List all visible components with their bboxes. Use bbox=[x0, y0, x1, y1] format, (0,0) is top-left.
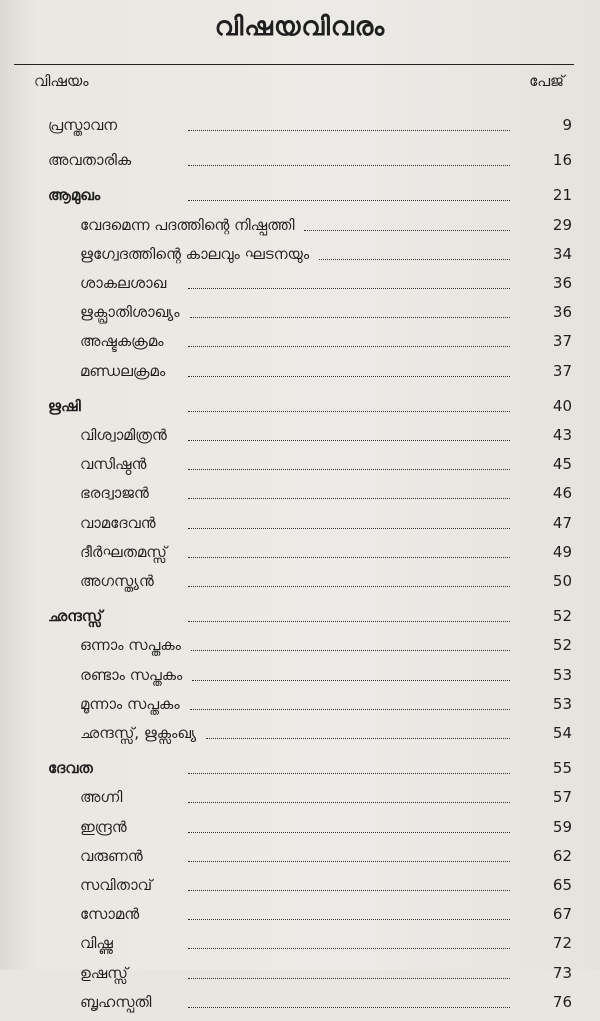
leader-dots bbox=[188, 832, 510, 833]
leader-dots bbox=[188, 586, 510, 587]
toc-page-number: 67 bbox=[552, 905, 572, 924]
toc-row bbox=[0, 905, 600, 933]
leader-dots bbox=[188, 919, 510, 920]
toc-entry-label: അഷ്ടകക്രമം bbox=[80, 332, 164, 351]
page-title: വിഷയവിവരം bbox=[214, 12, 386, 42]
leader-dots bbox=[188, 200, 510, 201]
toc-page-number: 50 bbox=[552, 572, 572, 590]
toc-page-number: 59 bbox=[552, 817, 572, 836]
toc-page-number: 45 bbox=[552, 455, 572, 474]
toc-entry-label: വരുണൻ bbox=[80, 846, 143, 865]
toc-entry-label: സവിതാവ് bbox=[80, 876, 153, 894]
leader-dots bbox=[188, 528, 510, 529]
toc-row bbox=[0, 332, 600, 360]
toc-entry-label: ഛന്ദസ്സ്, ഋക്സംഖ്യ bbox=[80, 724, 197, 742]
leader-dots bbox=[188, 498, 510, 499]
toc-page-number: 16 bbox=[552, 151, 572, 170]
toc-page-number: 52 bbox=[552, 636, 572, 655]
toc-page-number: 37 bbox=[552, 332, 572, 351]
leader-dots bbox=[188, 130, 510, 131]
toc-entry-label: ഉഷസ്സ് bbox=[80, 963, 128, 982]
toc-row bbox=[0, 788, 600, 816]
toc-entry-label: വസിഷ്ഠൻ bbox=[80, 455, 147, 474]
toc-row bbox=[0, 818, 600, 846]
toc-page-number: 36 bbox=[552, 303, 572, 322]
toc-entry-label: അഗ്നി bbox=[80, 788, 123, 807]
leader-dots bbox=[188, 557, 510, 558]
toc-page-number: 52 bbox=[552, 607, 572, 626]
toc-row bbox=[0, 724, 600, 752]
leader-dots bbox=[188, 440, 510, 441]
toc-entry-label: വിശ്വാമിത്രൻ bbox=[80, 426, 167, 444]
leader-dots bbox=[188, 948, 510, 949]
toc-page-number: 72 bbox=[552, 934, 572, 953]
toc-row bbox=[0, 186, 600, 214]
toc-entry-label: ദീർഘതമസ്സ് bbox=[80, 542, 167, 561]
leader-dots bbox=[188, 621, 510, 622]
toc-page-number: 29 bbox=[552, 215, 572, 234]
toc-page-number: 53 bbox=[552, 694, 572, 713]
toc-row bbox=[0, 847, 600, 875]
toc-row bbox=[0, 245, 600, 273]
toc-row bbox=[0, 572, 600, 600]
toc-row bbox=[0, 397, 600, 425]
leader-dots bbox=[188, 165, 510, 166]
toc-row bbox=[0, 636, 600, 664]
toc-row bbox=[0, 993, 600, 1021]
leader-dots bbox=[188, 346, 510, 347]
toc-page-number: 9 bbox=[562, 116, 572, 134]
toc-entry-label: ഋക്പ്രാതിശാഖ്യം bbox=[80, 303, 180, 322]
toc-row bbox=[0, 666, 600, 694]
toc-page-number: 55 bbox=[552, 759, 572, 778]
toc-entry-label: അഗസ്ത്യൻ bbox=[80, 572, 154, 590]
toc-entry-label: രണ്ടാം സപ്തകം bbox=[80, 665, 183, 684]
toc-entry-label: പ്രസ്താവന bbox=[48, 116, 118, 134]
toc-row bbox=[0, 607, 600, 635]
toc-entry-label: സോമൻ bbox=[80, 905, 140, 924]
toc-page-number: 37 bbox=[552, 361, 572, 380]
toc-page-number: 36 bbox=[552, 274, 572, 292]
toc-page-number: 73 bbox=[552, 963, 572, 982]
toc-entry-label: മൂന്നാം സപ്തകം bbox=[80, 694, 180, 713]
toc-page-number: 57 bbox=[552, 788, 572, 807]
header-rule bbox=[14, 64, 574, 65]
toc-entry-label: ഭരദ്വാജൻ bbox=[80, 484, 149, 503]
leader-dots bbox=[190, 709, 510, 710]
toc-entry-label: വിഷ്ണു bbox=[80, 934, 113, 953]
leader-dots bbox=[188, 411, 510, 412]
toc-page-number: 47 bbox=[552, 513, 572, 532]
toc-page-number: 40 bbox=[552, 396, 572, 415]
toc-entry-label: ഛന്ദസ്സ് bbox=[48, 607, 103, 626]
toc-entry-label: ദേവത bbox=[48, 759, 93, 778]
toc-row bbox=[0, 274, 600, 302]
leader-dots bbox=[190, 317, 510, 318]
toc-entry-label: വേദമെന്ന പദത്തിന്റെ നിഷ്പത്തി bbox=[80, 215, 295, 234]
toc-entry-label: ഋഷി bbox=[48, 396, 81, 415]
leader-dots bbox=[188, 773, 510, 774]
toc-entry-label: അവതാരിക bbox=[48, 151, 132, 170]
toc-entry-label: വാമദേവൻ bbox=[80, 513, 156, 532]
toc-entry-label: ശാകലശാഖ bbox=[80, 274, 167, 292]
toc-page-number: 65 bbox=[552, 876, 572, 894]
toc-row bbox=[0, 116, 600, 144]
leader-dots bbox=[188, 376, 510, 377]
toc-page-number: 49 bbox=[552, 542, 572, 561]
toc-row bbox=[0, 876, 600, 904]
toc-row bbox=[0, 426, 600, 454]
toc-row bbox=[0, 216, 600, 244]
toc-row bbox=[0, 303, 600, 331]
leader-dots bbox=[206, 738, 510, 739]
leader-dots bbox=[319, 259, 510, 260]
toc-entry-label: മണ്ഡലക്രമം bbox=[80, 361, 166, 380]
toc-row bbox=[0, 484, 600, 512]
toc-entry-label: ഋഗ്വേദത്തിന്റെ കാലവും ഘടനയും bbox=[80, 244, 310, 263]
leader-dots bbox=[188, 861, 510, 862]
toc-row bbox=[0, 934, 600, 962]
toc-entry-label: ബൃഹസ്പതി bbox=[80, 992, 152, 1011]
toc-row bbox=[0, 455, 600, 483]
toc-row bbox=[0, 695, 600, 723]
toc-entry-label: ഇന്ദ്രൻ bbox=[80, 817, 127, 836]
toc-page-number: 76 bbox=[552, 992, 572, 1011]
column-header-topic: വിഷയം bbox=[34, 72, 89, 90]
leader-dots bbox=[188, 978, 510, 979]
toc-row bbox=[0, 151, 600, 179]
leader-dots bbox=[192, 680, 510, 681]
toc-page-number: 54 bbox=[552, 724, 572, 742]
toc-page-number: 43 bbox=[552, 426, 572, 444]
leader-dots bbox=[188, 802, 510, 803]
toc-row bbox=[0, 964, 600, 992]
toc-row bbox=[0, 543, 600, 571]
leader-dots bbox=[188, 288, 510, 289]
toc-row bbox=[0, 514, 600, 542]
leader-dots bbox=[188, 469, 510, 470]
toc-entry-label: ഒന്നാം സപ്തകം bbox=[80, 636, 181, 655]
toc-page-number: 21 bbox=[552, 186, 572, 205]
leader-dots bbox=[188, 890, 510, 891]
toc-row bbox=[0, 362, 600, 390]
leader-dots bbox=[304, 230, 510, 231]
column-header-page: പേജ് bbox=[529, 72, 564, 90]
toc-page-number: 46 bbox=[552, 484, 572, 503]
toc-page-number: 34 bbox=[552, 244, 572, 263]
toc-page-number: 62 bbox=[552, 846, 572, 865]
leader-dots bbox=[191, 650, 510, 651]
leader-dots bbox=[188, 1007, 510, 1008]
toc-page-number: 53 bbox=[552, 665, 572, 684]
toc-row bbox=[0, 759, 600, 787]
toc-entry-label: ആമുഖം bbox=[48, 186, 101, 205]
